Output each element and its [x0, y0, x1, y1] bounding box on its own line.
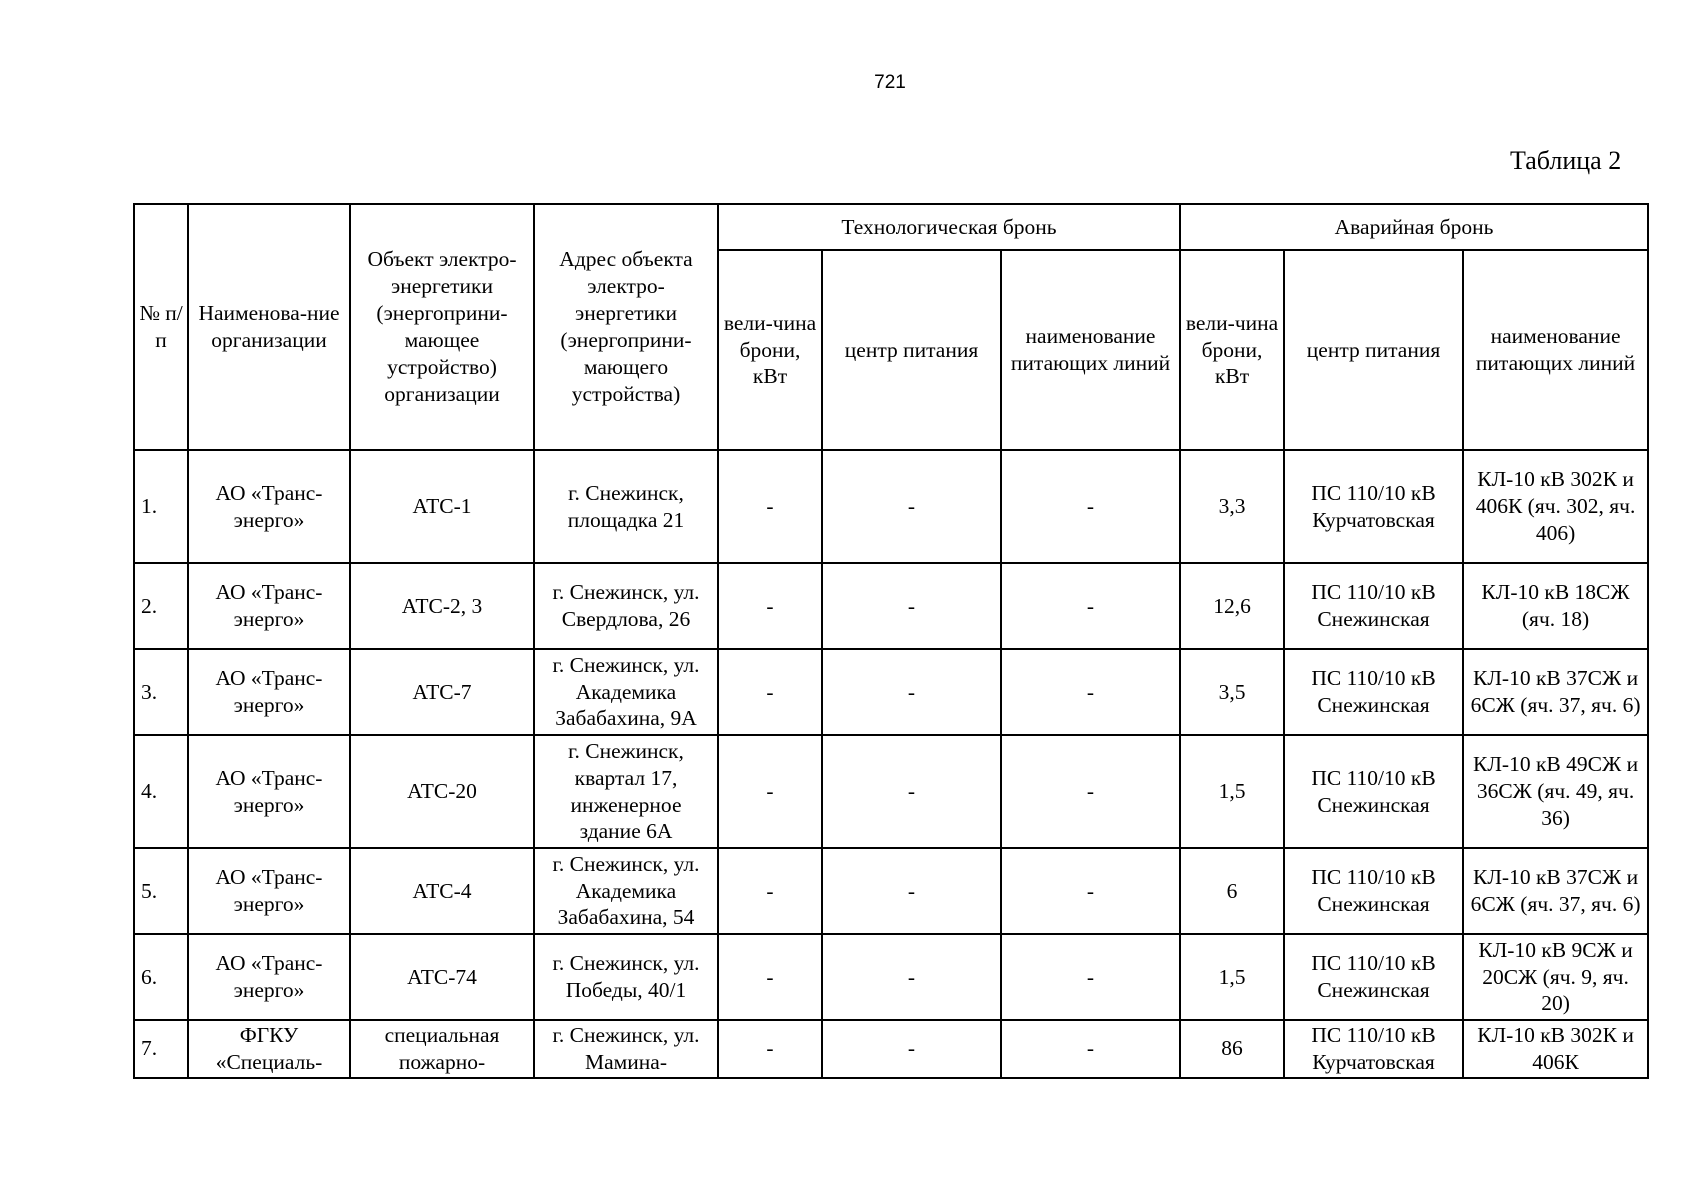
- row-address: г. Снежинск, ул. Свердлова, 26: [534, 563, 718, 649]
- row-num: 5.: [134, 848, 188, 934]
- power-reserve-table: [133, 203, 1649, 1079]
- row-emerg-lines: КЛ-10 кВ 37СЖ и 6СЖ (яч. 37, яч. 6): [1463, 848, 1648, 934]
- header-emerg-center: центр питания: [1284, 250, 1463, 450]
- header-tech-lines: наименование питающих линий: [1001, 250, 1180, 450]
- row-emerg-value: 1,5: [1180, 934, 1284, 1020]
- row-tech-lines: -: [1001, 1020, 1180, 1078]
- row-tech-center: -: [822, 649, 1001, 735]
- row-emerg-value: 86: [1180, 1020, 1284, 1078]
- row-object: АТС-2, 3: [350, 563, 534, 649]
- header-emerg-value: вели-чина брони, кВт: [1180, 250, 1284, 450]
- row-address: г. Снежинск, площадка 21: [534, 450, 718, 563]
- row-object: АТС-20: [350, 735, 534, 848]
- row-emerg-lines: КЛ-10 кВ 302К и 406К (яч. 302, яч. 406): [1463, 450, 1648, 563]
- row-address: г. Снежинск, ул. Мамина-: [534, 1020, 718, 1078]
- header-tech-reserve: Технологическая бронь: [718, 204, 1180, 250]
- row-tech-value: -: [718, 735, 822, 848]
- row-emerg-value: 6: [1180, 848, 1284, 934]
- row-tech-value: -: [718, 563, 822, 649]
- row-emerg-center: ПС 110/10 кВ Снежинская: [1284, 563, 1463, 649]
- row-num: 6.: [134, 934, 188, 1020]
- row-tech-value: -: [718, 450, 822, 563]
- header-address: Адрес объекта электро-энергетики (энергоприни-мающего устройства): [534, 204, 718, 450]
- row-tech-value: -: [718, 934, 822, 1020]
- row-emerg-value: 3,3: [1180, 450, 1284, 563]
- row-num: 7.: [134, 1020, 188, 1078]
- row-organization: АО «Транс-энерго»: [188, 848, 350, 934]
- header-organization: Наименова-ние организации: [188, 204, 350, 450]
- row-emerg-center: ПС 110/10 кВ Снежинская: [1284, 934, 1463, 1020]
- row-tech-center: -: [822, 735, 1001, 848]
- table-row: [134, 1020, 1648, 1078]
- row-emerg-lines: КЛ-10 кВ 18СЖ (яч. 18): [1463, 563, 1648, 649]
- row-object: АТС-4: [350, 848, 534, 934]
- row-emerg-value: 12,6: [1180, 563, 1284, 649]
- row-num: 2.: [134, 563, 188, 649]
- row-address: г. Снежинск, квартал 17, инженерное здание 6А: [534, 735, 718, 848]
- row-emerg-center: ПС 110/10 кВ Курчатовская: [1284, 1020, 1463, 1078]
- row-emerg-lines: КЛ-10 кВ 49СЖ и 36СЖ (яч. 49, яч. 36): [1463, 735, 1648, 848]
- row-object: АТС-74: [350, 934, 534, 1020]
- row-num: 3.: [134, 649, 188, 735]
- row-tech-center: -: [822, 1020, 1001, 1078]
- row-tech-center: -: [822, 563, 1001, 649]
- table-label: Таблица 2: [1510, 146, 1622, 175]
- row-tech-lines: -: [1001, 649, 1180, 735]
- row-organization: АО «Транс-энерго»: [188, 450, 350, 563]
- row-num: 4.: [134, 735, 188, 848]
- row-tech-lines: -: [1001, 934, 1180, 1020]
- row-object: специальная пожарно-: [350, 1020, 534, 1078]
- row-emerg-lines: КЛ-10 кВ 9СЖ и 20СЖ (яч. 9, яч. 20): [1463, 934, 1648, 1020]
- row-tech-lines: -: [1001, 563, 1180, 649]
- table-row: [134, 450, 1648, 563]
- page-number: 721: [874, 72, 906, 93]
- table-row: [134, 934, 1648, 1020]
- header-object: Объект электро-энергетики (энергоприни-мающее устройство) организации: [350, 204, 534, 450]
- row-emerg-center: ПС 110/10 кВ Снежинская: [1284, 848, 1463, 934]
- header-emergency-reserve: Аварийная бронь: [1180, 204, 1648, 250]
- row-emerg-center: ПС 110/10 кВ Снежинская: [1284, 735, 1463, 848]
- row-tech-center: -: [822, 450, 1001, 563]
- row-object: АТС-1: [350, 450, 534, 563]
- row-tech-lines: -: [1001, 848, 1180, 934]
- row-emerg-lines: КЛ-10 кВ 302К и 406К: [1463, 1020, 1648, 1078]
- row-emerg-center: ПС 110/10 кВ Снежинская: [1284, 649, 1463, 735]
- row-organization: АО «Транс-энерго»: [188, 735, 350, 848]
- row-organization: АО «Транс-энерго»: [188, 934, 350, 1020]
- row-tech-center: -: [822, 848, 1001, 934]
- row-tech-lines: -: [1001, 735, 1180, 848]
- header-emerg-lines: наименование питающих линий: [1463, 250, 1648, 450]
- table-row: [134, 735, 1648, 848]
- header-num: № п/п: [134, 204, 188, 450]
- row-organization: АО «Транс-энерго»: [188, 649, 350, 735]
- row-emerg-lines: КЛ-10 кВ 37СЖ и 6СЖ (яч. 37, яч. 6): [1463, 649, 1648, 735]
- row-organization: ФГКУ «Специаль-: [188, 1020, 350, 1078]
- table-row: [134, 848, 1648, 934]
- row-emerg-center: ПС 110/10 кВ Курчатовская: [1284, 450, 1463, 563]
- row-emerg-value: 3,5: [1180, 649, 1284, 735]
- table-body: [134, 450, 1648, 1078]
- row-num: 1.: [134, 450, 188, 563]
- row-address: г. Снежинск, ул. Победы, 40/1: [534, 934, 718, 1020]
- row-address: г. Снежинск, ул. Академика Забабахина, 9А: [534, 649, 718, 735]
- header-tech-value: вели-чина брони, кВт: [718, 250, 822, 450]
- row-address: г. Снежинск, ул. Академика Забабахина, 54: [534, 848, 718, 934]
- row-organization: АО «Транс-энерго»: [188, 563, 350, 649]
- row-tech-value: -: [718, 848, 822, 934]
- table-row: [134, 649, 1648, 735]
- row-tech-lines: -: [1001, 450, 1180, 563]
- row-object: АТС-7: [350, 649, 534, 735]
- row-emerg-value: 1,5: [1180, 735, 1284, 848]
- row-tech-value: -: [718, 649, 822, 735]
- table-row: [134, 563, 1648, 649]
- row-tech-value: -: [718, 1020, 822, 1078]
- header-tech-center: центр питания: [822, 250, 1001, 450]
- row-tech-center: -: [822, 934, 1001, 1020]
